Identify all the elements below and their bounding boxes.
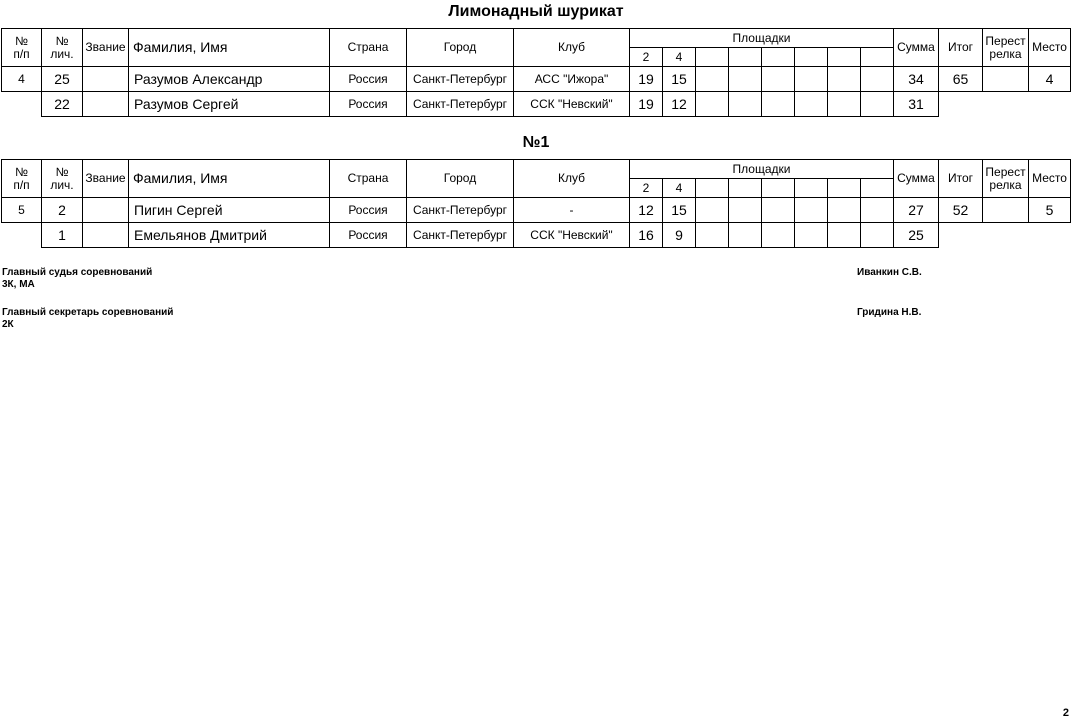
cell-place: 5 xyxy=(1029,198,1071,223)
cell-area-empty xyxy=(795,223,828,248)
cell-area-empty xyxy=(729,198,762,223)
cell-empty xyxy=(2,92,42,117)
judge-block xyxy=(2,267,152,291)
cell-area-empty xyxy=(696,67,729,92)
header-replay: Перест релка xyxy=(983,160,1029,198)
judge-name: Иванкин С.В. xyxy=(857,267,922,278)
cell-replay xyxy=(983,67,1029,92)
secretary-rank: 2К xyxy=(2,319,14,330)
header-replay: Перест релка xyxy=(983,29,1029,67)
header-pp: № п/п xyxy=(2,29,42,67)
cell-area-empty xyxy=(762,198,795,223)
header-row xyxy=(2,160,1071,179)
cell-area-2: 12 xyxy=(630,198,663,223)
cell-empty xyxy=(939,92,983,117)
table-row xyxy=(2,198,1071,223)
cell-area-empty xyxy=(762,223,795,248)
cell-pp: 4 xyxy=(2,67,42,92)
cell-sum: 31 xyxy=(894,92,939,117)
cell-area-4: 12 xyxy=(663,92,696,117)
cell-area-empty xyxy=(828,92,861,117)
cell-area-empty xyxy=(696,223,729,248)
header-sum: Сумма xyxy=(894,29,939,67)
header-area-empty xyxy=(828,179,861,198)
cell-empty xyxy=(2,223,42,248)
header-name: Фамилия, Имя xyxy=(129,160,330,198)
header-area-empty xyxy=(828,48,861,67)
table-row xyxy=(2,67,1071,92)
header-pp: № п/п xyxy=(2,160,42,198)
cell-pp: 5 xyxy=(2,198,42,223)
header-area-empty xyxy=(696,48,729,67)
results-table xyxy=(1,159,1071,248)
cell-replay xyxy=(983,198,1029,223)
cell-empty xyxy=(1029,92,1071,117)
cell-area-empty xyxy=(696,92,729,117)
cell-lic: 22 xyxy=(42,92,83,117)
cell-area-4: 9 xyxy=(663,223,696,248)
cell-country: Россия xyxy=(330,198,407,223)
secretary-label: Главный секретарь соревнований xyxy=(2,307,174,318)
cell-empty xyxy=(983,92,1029,117)
header-lic: № лич. xyxy=(42,160,83,198)
header-area-empty xyxy=(696,179,729,198)
page-number: 2 xyxy=(1062,707,1069,719)
cell-area-empty xyxy=(795,198,828,223)
header-rank: Звание xyxy=(83,160,129,198)
cell-rank xyxy=(83,223,129,248)
header-area-empty xyxy=(861,179,894,198)
cell-area-empty xyxy=(795,92,828,117)
cell-city: Санкт-Петербург xyxy=(407,198,514,223)
cell-area-empty xyxy=(762,67,795,92)
cell-place: 4 xyxy=(1029,67,1071,92)
cell-city: Санкт-Петербург xyxy=(407,67,514,92)
cell-area-empty xyxy=(795,67,828,92)
cell-area-empty xyxy=(729,223,762,248)
judge-rank: 3К, МА xyxy=(2,279,35,290)
cell-area-empty xyxy=(828,67,861,92)
header-country: Страна xyxy=(330,160,407,198)
header-area-2: 2 xyxy=(630,48,663,67)
team-title: №1 xyxy=(522,134,550,151)
cell-area-2: 19 xyxy=(630,67,663,92)
cell-empty xyxy=(1029,223,1071,248)
cell-sum: 34 xyxy=(894,67,939,92)
secretary-name: Гридина Н.В. xyxy=(857,307,922,318)
header-row xyxy=(2,29,1071,48)
header-total: Итог xyxy=(939,160,983,198)
header-place: Место xyxy=(1029,29,1071,67)
cell-area-empty xyxy=(828,198,861,223)
header-city: Город xyxy=(407,29,514,67)
header-area-empty xyxy=(762,48,795,67)
cell-area-empty xyxy=(861,67,894,92)
cell-area-empty xyxy=(729,92,762,117)
header-sum: Сумма xyxy=(894,160,939,198)
cell-sum: 27 xyxy=(894,198,939,223)
header-area-empty xyxy=(729,48,762,67)
header-area-4: 4 xyxy=(663,48,696,67)
header-city: Город xyxy=(407,160,514,198)
cell-total: 65 xyxy=(939,67,983,92)
table-row xyxy=(2,223,1071,248)
cell-area-2: 16 xyxy=(630,223,663,248)
cell-name: Пигин Сергей xyxy=(129,198,330,223)
team-title: Лимонадный шурикат xyxy=(448,3,624,20)
cell-area-2: 19 xyxy=(630,92,663,117)
header-area-empty xyxy=(762,179,795,198)
header-name: Фамилия, Имя xyxy=(129,29,330,67)
cell-area-4: 15 xyxy=(663,198,696,223)
cell-club: - xyxy=(514,198,630,223)
header-club: Клуб xyxy=(514,29,630,67)
cell-area-empty xyxy=(762,92,795,117)
header-area-4: 4 xyxy=(663,179,696,198)
cell-lic: 25 xyxy=(42,67,83,92)
cell-empty xyxy=(983,223,1029,248)
header-area-empty xyxy=(861,48,894,67)
cell-area-empty xyxy=(828,223,861,248)
cell-area-empty xyxy=(861,92,894,117)
cell-area-empty xyxy=(861,223,894,248)
header-place: Место xyxy=(1029,160,1071,198)
cell-club: ССК "Невский" xyxy=(514,92,630,117)
secretary-block xyxy=(2,307,173,331)
header-club: Клуб xyxy=(514,160,630,198)
cell-club: ССК "Невский" xyxy=(514,223,630,248)
cell-empty xyxy=(939,223,983,248)
cell-country: Россия xyxy=(330,92,407,117)
cell-city: Санкт-Петербург xyxy=(407,223,514,248)
cell-rank xyxy=(83,198,129,223)
header-areas: Площадки xyxy=(630,160,894,179)
header-area-empty xyxy=(795,179,828,198)
header-country: Страна xyxy=(330,29,407,67)
table-row xyxy=(2,92,1071,117)
cell-total: 52 xyxy=(939,198,983,223)
judge-label: Главный судья соревнований xyxy=(2,267,153,278)
cell-area-4: 15 xyxy=(663,67,696,92)
cell-lic: 1 xyxy=(42,223,83,248)
header-areas: Площадки xyxy=(630,29,894,48)
cell-country: Россия xyxy=(330,67,407,92)
cell-rank xyxy=(83,92,129,117)
cell-sum: 25 xyxy=(894,223,939,248)
header-area-empty xyxy=(795,48,828,67)
cell-lic: 2 xyxy=(42,198,83,223)
cell-rank xyxy=(83,67,129,92)
cell-club: АСС "Ижора" xyxy=(514,67,630,92)
results-table xyxy=(1,28,1071,117)
cell-name: Емельянов Дмитрий xyxy=(129,223,330,248)
header-area-2: 2 xyxy=(630,179,663,198)
header-total: Итог xyxy=(939,29,983,67)
cell-city: Санкт-Петербург xyxy=(407,92,514,117)
header-lic: № лич. xyxy=(42,29,83,67)
cell-area-empty xyxy=(696,198,729,223)
cell-country: Россия xyxy=(330,223,407,248)
cell-name: Разумов Александр xyxy=(129,67,330,92)
cell-area-empty xyxy=(861,198,894,223)
header-rank: Звание xyxy=(83,29,129,67)
cell-area-empty xyxy=(729,67,762,92)
cell-name: Разумов Сергей xyxy=(129,92,330,117)
header-area-empty xyxy=(729,179,762,198)
